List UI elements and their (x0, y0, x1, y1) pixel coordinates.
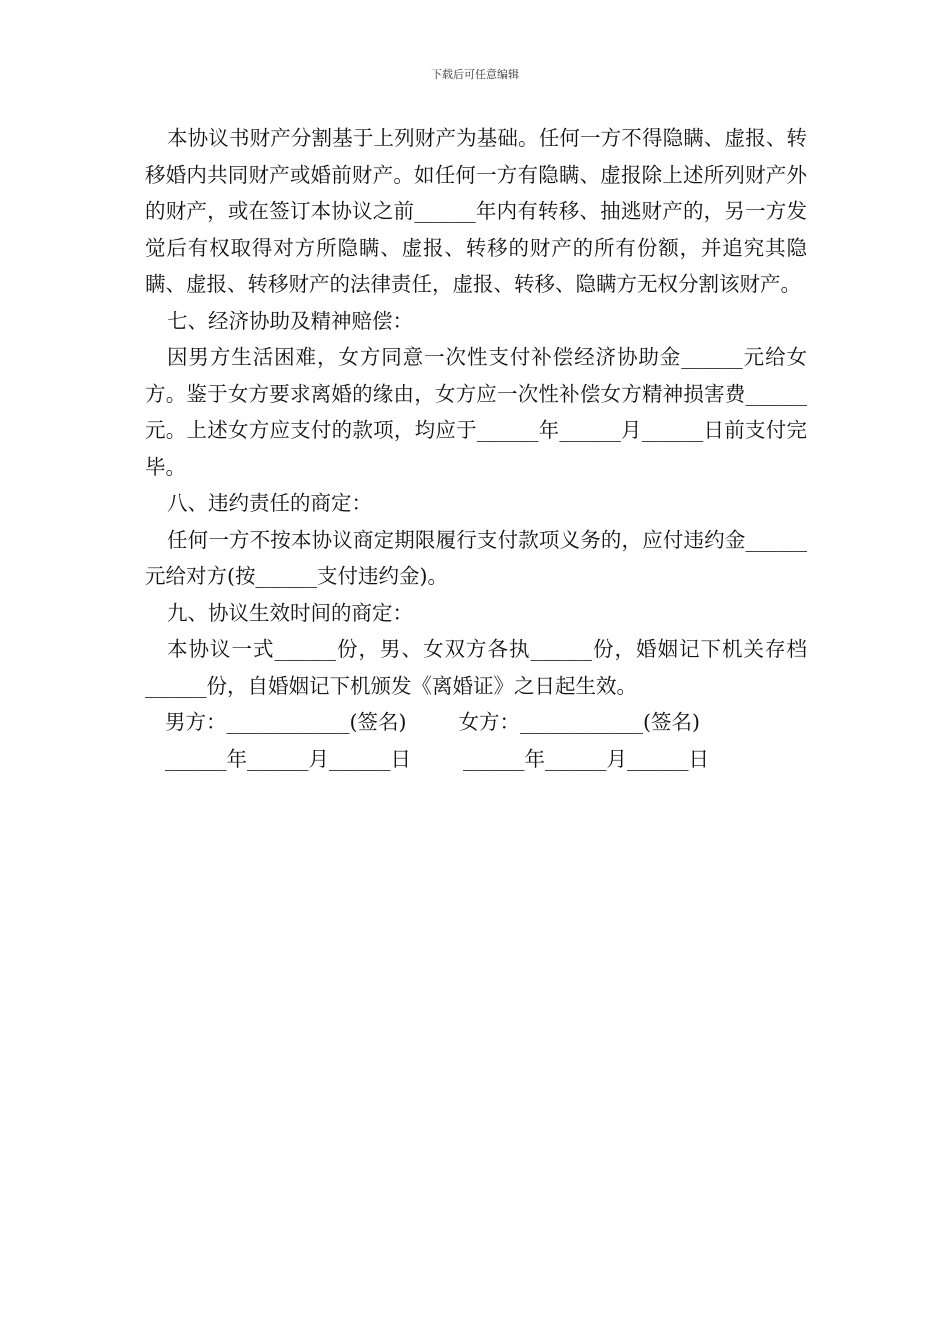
property-concealment-clause: 本协议书财产分割基于上列财产为基础。任何一方不得隐瞒、虚报、转移婚内共同财产或婚前财产。如任何一方有隐瞒、虚报除上述所列财产外的财产，或在签订本协议之前______年内有转移、抽逃财产的，另一方发觉后有权取得对方所隐瞒、虚报、转移的财产的所有份额，并追究其隐瞒、虚报、转移财产的法律责任，虚报、转移、隐瞒方无权分割该财产。 (145, 126, 807, 296)
male-signature-date: ______年______月______日 (165, 746, 411, 771)
effective-time-clause: 本协议一式______份，男、女双方各执______份，婚姻记下机关存档______份，自婚姻记下机颁发《离婚证》之日起生效。 (145, 637, 807, 698)
breach-liability-clause: 任何一方不按本协议商定期限履行支付款项义务的，应付违约金______元给对方(按______支付违约金)。 (145, 527, 807, 588)
section-8-heading: 八、违约责任的商定： (167, 491, 372, 515)
signature-row (145, 704, 807, 741)
male-signature: 男方：____________(签名) (165, 710, 407, 734)
date-row (145, 741, 807, 778)
section-7-heading: 七、经济协助及精神赔偿： (167, 308, 413, 333)
page-header: 下载后可任意编辑 (431, 68, 519, 81)
female-signature-date: ______年______月______日 (463, 746, 709, 771)
document-body (145, 120, 807, 777)
economic-assistance-clause: 因男方生活困难，女方同意一次性支付补偿经济协助金______元给女方。鉴于女方要求离婚的缘由，女方应一次性补偿女方精神损害费______元。上述女方应支付的款项，均应于______年______月______日前支付完毕。 (145, 345, 807, 479)
section-9-heading: 九、协议生效时间的商定： (167, 600, 413, 625)
female-signature: 女方：____________(签名) (458, 710, 700, 734)
